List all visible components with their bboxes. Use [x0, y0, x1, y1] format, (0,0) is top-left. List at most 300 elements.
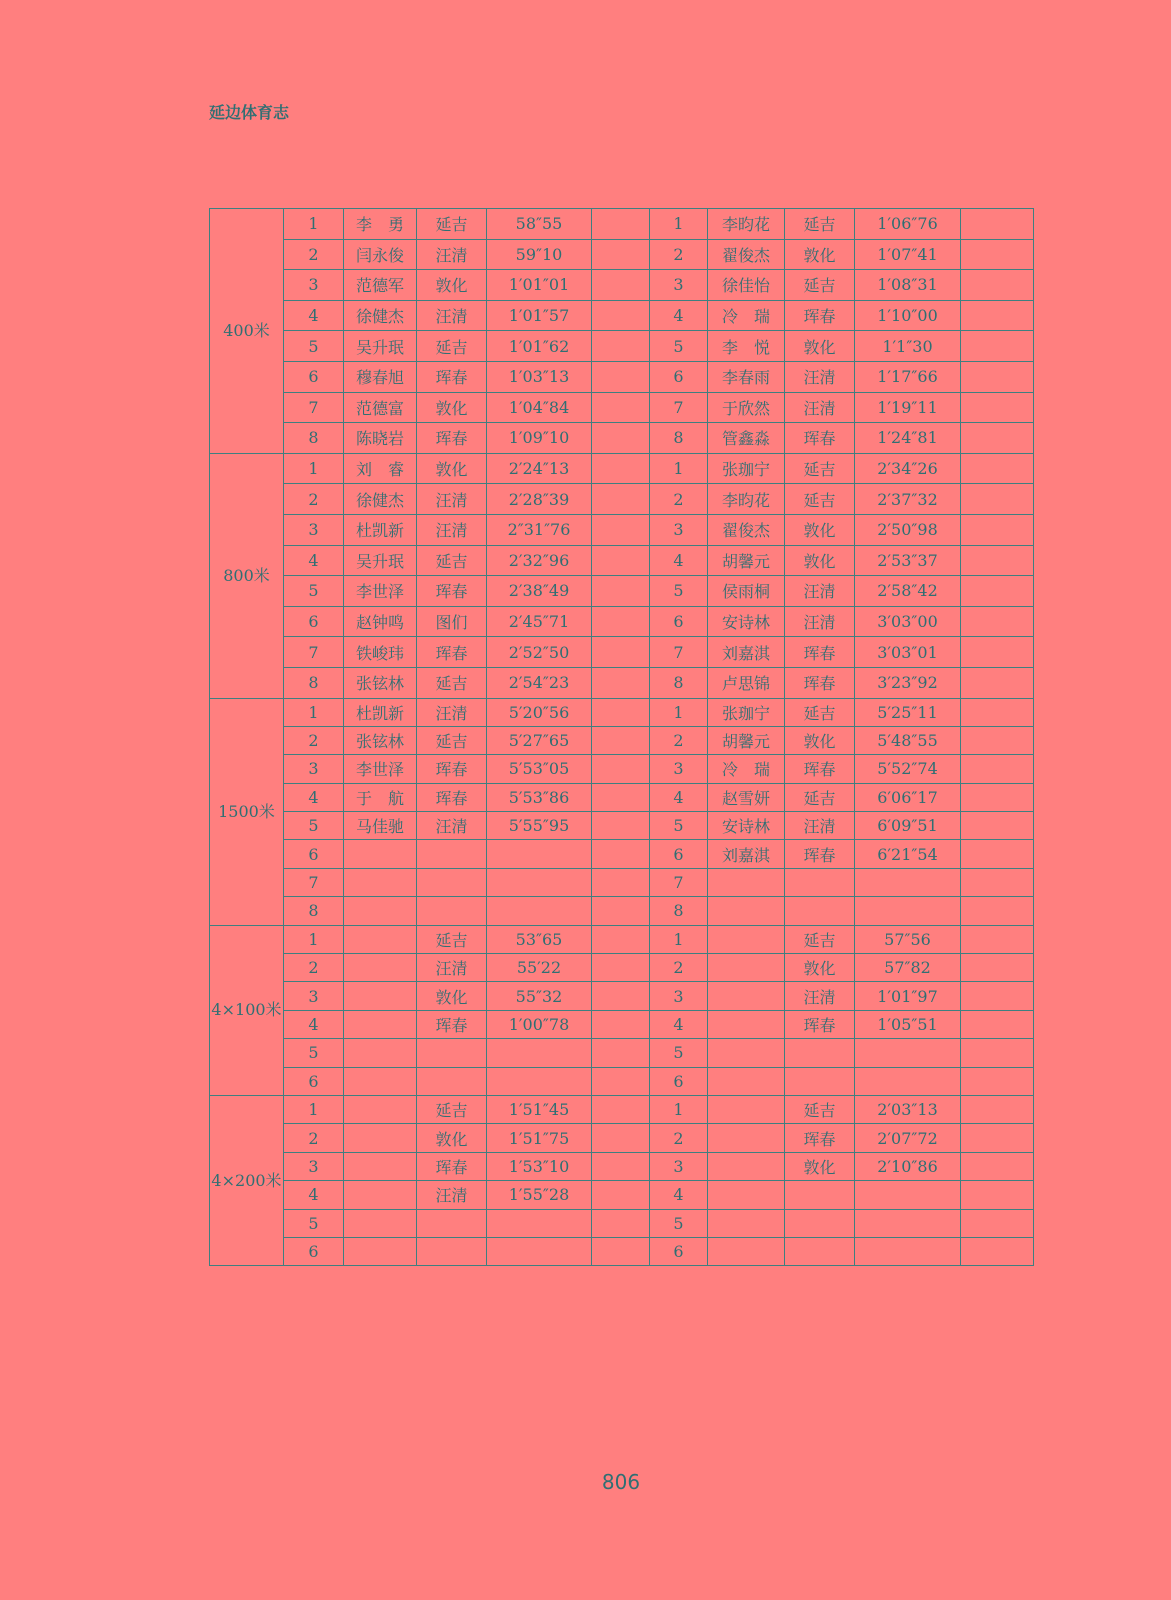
table-row: [210, 331, 1034, 362]
men-note-cell: [592, 1209, 650, 1237]
men-team-cell: 图们: [417, 606, 487, 637]
women-name-cell: [708, 897, 785, 925]
men-note-cell: [592, 606, 650, 637]
women-rank-cell: 8: [650, 897, 708, 925]
women-team-cell: [785, 1237, 855, 1265]
men-note-cell: [592, 514, 650, 545]
women-rank-cell: 7: [650, 868, 708, 896]
men-name-cell: 于 航: [344, 783, 417, 811]
women-rank-cell: 4: [650, 1010, 708, 1038]
men-name-cell: 张铉林: [344, 726, 417, 754]
women-name-cell: [708, 1067, 785, 1095]
men-time-cell: [487, 1039, 592, 1067]
women-rank-cell: 4: [650, 1181, 708, 1209]
men-rank-cell: 7: [284, 868, 344, 896]
women-team-cell: 延吉: [785, 783, 855, 811]
table-row: [210, 1095, 1034, 1123]
men-rank-cell: 5: [284, 812, 344, 840]
table-row: [210, 1152, 1034, 1180]
men-rank-cell: 1: [284, 698, 344, 726]
women-rank-cell: 4: [650, 545, 708, 576]
women-time-cell: 57″56: [855, 925, 961, 953]
event-label-cell: 4×100米: [210, 925, 284, 1095]
women-time-cell: 1′05″51: [855, 1010, 961, 1038]
table-row: [210, 576, 1034, 607]
men-rank-cell: 4: [284, 1181, 344, 1209]
women-name-cell: 安诗林: [708, 606, 785, 637]
women-note-cell: [961, 576, 1034, 607]
men-rank-cell: 3: [284, 1152, 344, 1180]
men-time-cell: 5′55″95: [487, 812, 592, 840]
men-rank-cell: 6: [284, 1067, 344, 1095]
women-team-cell: [785, 1181, 855, 1209]
women-note-cell: [961, 726, 1034, 754]
men-name-cell: 赵钟鸣: [344, 606, 417, 637]
women-team-cell: 汪清: [785, 576, 855, 607]
women-team-cell: 延吉: [785, 270, 855, 301]
men-time-cell: 5′53″86: [487, 783, 592, 811]
women-name-cell: 翟俊杰: [708, 239, 785, 270]
table-row: [210, 954, 1034, 982]
women-time-cell: 2′07″72: [855, 1124, 961, 1152]
women-team-cell: 延吉: [785, 453, 855, 484]
table-row: [210, 270, 1034, 301]
men-note-cell: [592, 392, 650, 423]
women-name-cell: [708, 925, 785, 953]
event-label-cell: 1500米: [210, 698, 284, 925]
men-rank-cell: 4: [284, 783, 344, 811]
men-rank-cell: 5: [284, 331, 344, 362]
men-time-cell: 2′32″96: [487, 545, 592, 576]
men-team-cell: 珲春: [417, 1152, 487, 1180]
men-team-cell: 汪清: [417, 698, 487, 726]
men-name-cell: 范德军: [344, 270, 417, 301]
men-note-cell: [592, 484, 650, 515]
women-rank-cell: 3: [650, 270, 708, 301]
men-name-cell: 李 勇: [344, 209, 417, 240]
men-rank-cell: 6: [284, 361, 344, 392]
men-team-cell: 延吉: [417, 667, 487, 698]
women-time-cell: 1′1″30: [855, 331, 961, 362]
men-name-cell: 刘 睿: [344, 453, 417, 484]
men-time-cell: 5′27″65: [487, 726, 592, 754]
women-name-cell: 于欣然: [708, 392, 785, 423]
men-note-cell: [592, 576, 650, 607]
women-name-cell: [708, 1124, 785, 1152]
men-team-cell: 珲春: [417, 755, 487, 783]
women-rank-cell: 1: [650, 1095, 708, 1123]
women-note-cell: [961, 637, 1034, 668]
men-note-cell: [592, 954, 650, 982]
men-time-cell: 1′01″57: [487, 300, 592, 331]
table-row: [210, 1181, 1034, 1209]
women-note-cell: [961, 982, 1034, 1010]
men-team-cell: 延吉: [417, 545, 487, 576]
men-name-cell: [344, 1067, 417, 1095]
table-row: [210, 1237, 1034, 1265]
table-row: [210, 423, 1034, 454]
men-note-cell: [592, 361, 650, 392]
women-note-cell: [961, 1152, 1034, 1180]
women-name-cell: 李 悦: [708, 331, 785, 362]
women-name-cell: [708, 954, 785, 982]
men-note-cell: [592, 423, 650, 454]
men-name-cell: [344, 1152, 417, 1180]
men-team-cell: 汪清: [417, 514, 487, 545]
women-name-cell: [708, 1010, 785, 1038]
women-team-cell: 珲春: [785, 755, 855, 783]
women-name-cell: 冷 瑞: [708, 755, 785, 783]
men-team-cell: 珲春: [417, 637, 487, 668]
women-name-cell: 翟俊杰: [708, 514, 785, 545]
women-rank-cell: 1: [650, 925, 708, 953]
men-time-cell: [487, 1237, 592, 1265]
men-rank-cell: 1: [284, 209, 344, 240]
men-rank-cell: 8: [284, 423, 344, 454]
men-note-cell: [592, 698, 650, 726]
women-rank-cell: 3: [650, 1152, 708, 1180]
women-name-cell: [708, 1237, 785, 1265]
women-note-cell: [961, 1067, 1034, 1095]
table-row: [210, 514, 1034, 545]
women-rank-cell: 6: [650, 1067, 708, 1095]
men-team-cell: 延吉: [417, 209, 487, 240]
men-team-cell: 汪清: [417, 812, 487, 840]
women-team-cell: 珲春: [785, 840, 855, 868]
table-row: [210, 392, 1034, 423]
women-rank-cell: 2: [650, 954, 708, 982]
men-time-cell: 5′20″56: [487, 698, 592, 726]
women-note-cell: [961, 1237, 1034, 1265]
table-row: [210, 300, 1034, 331]
women-time-cell: [855, 868, 961, 896]
men-note-cell: [592, 868, 650, 896]
men-name-cell: [344, 1237, 417, 1265]
women-time-cell: 1′19″11: [855, 392, 961, 423]
men-team-cell: [417, 868, 487, 896]
table-row: [210, 868, 1034, 896]
men-time-cell: [487, 840, 592, 868]
table-row: [210, 897, 1034, 925]
table-row: [210, 361, 1034, 392]
women-rank-cell: 2: [650, 1124, 708, 1152]
men-team-cell: 延吉: [417, 1095, 487, 1123]
women-name-cell: [708, 982, 785, 1010]
men-time-cell: 1′00″78: [487, 1010, 592, 1038]
women-team-cell: 珲春: [785, 1010, 855, 1038]
men-time-cell: [487, 897, 592, 925]
men-note-cell: [592, 1152, 650, 1180]
table-row: [210, 606, 1034, 637]
men-note-cell: [592, 755, 650, 783]
men-team-cell: 珲春: [417, 783, 487, 811]
men-name-cell: [344, 897, 417, 925]
table-row: [210, 982, 1034, 1010]
men-name-cell: [344, 954, 417, 982]
table-row: [210, 239, 1034, 270]
women-name-cell: 管鑫淼: [708, 423, 785, 454]
table-row: [210, 783, 1034, 811]
women-name-cell: [708, 868, 785, 896]
women-name-cell: 卢思锦: [708, 667, 785, 698]
men-team-cell: 汪清: [417, 954, 487, 982]
women-name-cell: 胡馨元: [708, 726, 785, 754]
women-team-cell: 敦化: [785, 726, 855, 754]
men-note-cell: [592, 637, 650, 668]
men-time-cell: 2′24″13: [487, 453, 592, 484]
men-note-cell: [592, 1010, 650, 1038]
women-rank-cell: 8: [650, 667, 708, 698]
men-rank-cell: 2: [284, 954, 344, 982]
men-name-cell: 闫永俊: [344, 239, 417, 270]
women-note-cell: [961, 606, 1034, 637]
women-name-cell: 安诗林: [708, 812, 785, 840]
table-row: [210, 840, 1034, 868]
women-team-cell: 敦化: [785, 239, 855, 270]
men-rank-cell: 4: [284, 300, 344, 331]
men-rank-cell: 5: [284, 576, 344, 607]
men-team-cell: 延吉: [417, 331, 487, 362]
men-name-cell: [344, 840, 417, 868]
men-rank-cell: 4: [284, 545, 344, 576]
men-note-cell: [592, 545, 650, 576]
women-team-cell: [785, 1067, 855, 1095]
women-note-cell: [961, 331, 1034, 362]
men-rank-cell: 1: [284, 453, 344, 484]
table-row: [210, 484, 1034, 515]
table-row: [210, 812, 1034, 840]
women-team-cell: 敦化: [785, 954, 855, 982]
women-time-cell: 3′03″00: [855, 606, 961, 637]
women-team-cell: 延吉: [785, 209, 855, 240]
women-name-cell: 李昀花: [708, 209, 785, 240]
table-row: [210, 637, 1034, 668]
women-team-cell: 敦化: [785, 514, 855, 545]
men-name-cell: [344, 1209, 417, 1237]
women-name-cell: 徐佳怡: [708, 270, 785, 301]
men-team-cell: 珲春: [417, 576, 487, 607]
men-team-cell: [417, 1039, 487, 1067]
men-team-cell: [417, 897, 487, 925]
men-name-cell: 徐健杰: [344, 484, 417, 515]
women-rank-cell: 5: [650, 331, 708, 362]
women-name-cell: 张珈宁: [708, 698, 785, 726]
men-rank-cell: 3: [284, 270, 344, 301]
page-header-title: 延边体育志: [209, 103, 290, 122]
women-note-cell: [961, 698, 1034, 726]
men-time-cell: 1′03″13: [487, 361, 592, 392]
page-number: 806: [601, 1470, 641, 1494]
event-label-cell: 800米: [210, 453, 284, 698]
women-time-cell: 2′50″98: [855, 514, 961, 545]
men-team-cell: 珲春: [417, 361, 487, 392]
women-rank-cell: 7: [650, 392, 708, 423]
men-name-cell: [344, 1010, 417, 1038]
men-team-cell: 延吉: [417, 925, 487, 953]
men-note-cell: [592, 982, 650, 1010]
men-name-cell: [344, 1039, 417, 1067]
men-note-cell: [592, 1181, 650, 1209]
men-time-cell: 1′51″45: [487, 1095, 592, 1123]
table-row: [210, 545, 1034, 576]
women-note-cell: [961, 209, 1034, 240]
men-time-cell: [487, 868, 592, 896]
women-note-cell: [961, 954, 1034, 982]
table-row: [210, 1124, 1034, 1152]
men-team-cell: 敦化: [417, 1124, 487, 1152]
women-team-cell: 延吉: [785, 1095, 855, 1123]
men-team-cell: 延吉: [417, 726, 487, 754]
women-team-cell: 敦化: [785, 545, 855, 576]
results-table: [209, 208, 1034, 1266]
men-rank-cell: 2: [284, 484, 344, 515]
men-rank-cell: 3: [284, 982, 344, 1010]
men-name-cell: 李世泽: [344, 755, 417, 783]
men-rank-cell: 6: [284, 1237, 344, 1265]
results-table-body: [210, 209, 1034, 1266]
men-time-cell: 1′01″01: [487, 270, 592, 301]
women-name-cell: [708, 1181, 785, 1209]
men-team-cell: [417, 1237, 487, 1265]
women-rank-cell: 1: [650, 698, 708, 726]
men-rank-cell: 6: [284, 840, 344, 868]
men-note-cell: [592, 1039, 650, 1067]
women-time-cell: 1′10″00: [855, 300, 961, 331]
women-time-cell: 57″82: [855, 954, 961, 982]
men-rank-cell: 4: [284, 1010, 344, 1038]
women-time-cell: 2′03″13: [855, 1095, 961, 1123]
women-time-cell: [855, 897, 961, 925]
table-row: [210, 1039, 1034, 1067]
men-team-cell: 珲春: [417, 423, 487, 454]
men-note-cell: [592, 331, 650, 362]
women-time-cell: 5′48″55: [855, 726, 961, 754]
men-rank-cell: 3: [284, 755, 344, 783]
men-team-cell: [417, 840, 487, 868]
men-time-cell: 2′28″39: [487, 484, 592, 515]
women-time-cell: 2′34″26: [855, 453, 961, 484]
women-time-cell: 1′17″66: [855, 361, 961, 392]
men-note-cell: [592, 209, 650, 240]
men-team-cell: 敦化: [417, 392, 487, 423]
men-name-cell: 张铉林: [344, 667, 417, 698]
men-name-cell: 李世泽: [344, 576, 417, 607]
table-row: [210, 667, 1034, 698]
women-note-cell: [961, 484, 1034, 515]
women-team-cell: 汪清: [785, 606, 855, 637]
women-note-cell: [961, 1209, 1034, 1237]
women-note-cell: [961, 1181, 1034, 1209]
women-rank-cell: 5: [650, 1209, 708, 1237]
women-rank-cell: 5: [650, 1039, 708, 1067]
table-row: [210, 698, 1034, 726]
women-note-cell: [961, 453, 1034, 484]
men-time-cell: 59″10: [487, 239, 592, 270]
men-name-cell: 吴升珉: [344, 545, 417, 576]
women-rank-cell: 5: [650, 576, 708, 607]
women-time-cell: 5′52″74: [855, 755, 961, 783]
women-note-cell: [961, 925, 1034, 953]
men-note-cell: [592, 1124, 650, 1152]
women-name-cell: 侯雨桐: [708, 576, 785, 607]
women-team-cell: 珲春: [785, 667, 855, 698]
table-row: [210, 1010, 1034, 1038]
women-name-cell: 李春雨: [708, 361, 785, 392]
table-row: [210, 453, 1034, 484]
men-name-cell: [344, 1095, 417, 1123]
men-time-cell: 2″31″76: [487, 514, 592, 545]
men-note-cell: [592, 300, 650, 331]
women-name-cell: 刘嘉淇: [708, 840, 785, 868]
women-rank-cell: 1: [650, 209, 708, 240]
women-name-cell: 刘嘉淇: [708, 637, 785, 668]
women-team-cell: [785, 1039, 855, 1067]
table-row: [210, 726, 1034, 754]
men-name-cell: 杜凯新: [344, 698, 417, 726]
women-note-cell: [961, 1095, 1034, 1123]
men-team-cell: 敦化: [417, 453, 487, 484]
men-time-cell: 5′53″05: [487, 755, 592, 783]
men-time-cell: 1′55″28: [487, 1181, 592, 1209]
men-rank-cell: 8: [284, 897, 344, 925]
men-note-cell: [592, 239, 650, 270]
women-time-cell: 1′08″31: [855, 270, 961, 301]
women-team-cell: 汪清: [785, 812, 855, 840]
men-rank-cell: 5: [284, 1039, 344, 1067]
women-rank-cell: 8: [650, 423, 708, 454]
event-label-cell: 400米: [210, 209, 284, 454]
women-team-cell: 珲春: [785, 637, 855, 668]
women-note-cell: [961, 239, 1034, 270]
men-note-cell: [592, 1095, 650, 1123]
men-note-cell: [592, 270, 650, 301]
men-name-cell: 穆春旭: [344, 361, 417, 392]
women-name-cell: 冷 瑞: [708, 300, 785, 331]
women-name-cell: [708, 1095, 785, 1123]
men-time-cell: 53″65: [487, 925, 592, 953]
women-note-cell: [961, 423, 1034, 454]
men-name-cell: 范德富: [344, 392, 417, 423]
women-note-cell: [961, 1010, 1034, 1038]
men-note-cell: [592, 1237, 650, 1265]
women-name-cell: 张珈宁: [708, 453, 785, 484]
men-time-cell: 2′52″50: [487, 637, 592, 668]
women-name-cell: 赵雪妍: [708, 783, 785, 811]
event-label-cell: 4×200米: [210, 1095, 284, 1265]
table-row: [210, 925, 1034, 953]
men-note-cell: [592, 897, 650, 925]
men-note-cell: [592, 453, 650, 484]
men-note-cell: [592, 840, 650, 868]
men-name-cell: 徐健杰: [344, 300, 417, 331]
men-note-cell: [592, 726, 650, 754]
men-team-cell: 汪清: [417, 484, 487, 515]
men-team-cell: [417, 1209, 487, 1237]
women-rank-cell: 3: [650, 982, 708, 1010]
men-team-cell: [417, 1067, 487, 1095]
women-rank-cell: 6: [650, 606, 708, 637]
men-name-cell: [344, 868, 417, 896]
women-name-cell: [708, 1039, 785, 1067]
men-team-cell: 珲春: [417, 1010, 487, 1038]
men-name-cell: [344, 1124, 417, 1152]
women-time-cell: 6′09″51: [855, 812, 961, 840]
men-rank-cell: 3: [284, 514, 344, 545]
men-note-cell: [592, 812, 650, 840]
women-rank-cell: 6: [650, 361, 708, 392]
women-time-cell: [855, 1237, 961, 1265]
men-time-cell: 2′38″49: [487, 576, 592, 607]
